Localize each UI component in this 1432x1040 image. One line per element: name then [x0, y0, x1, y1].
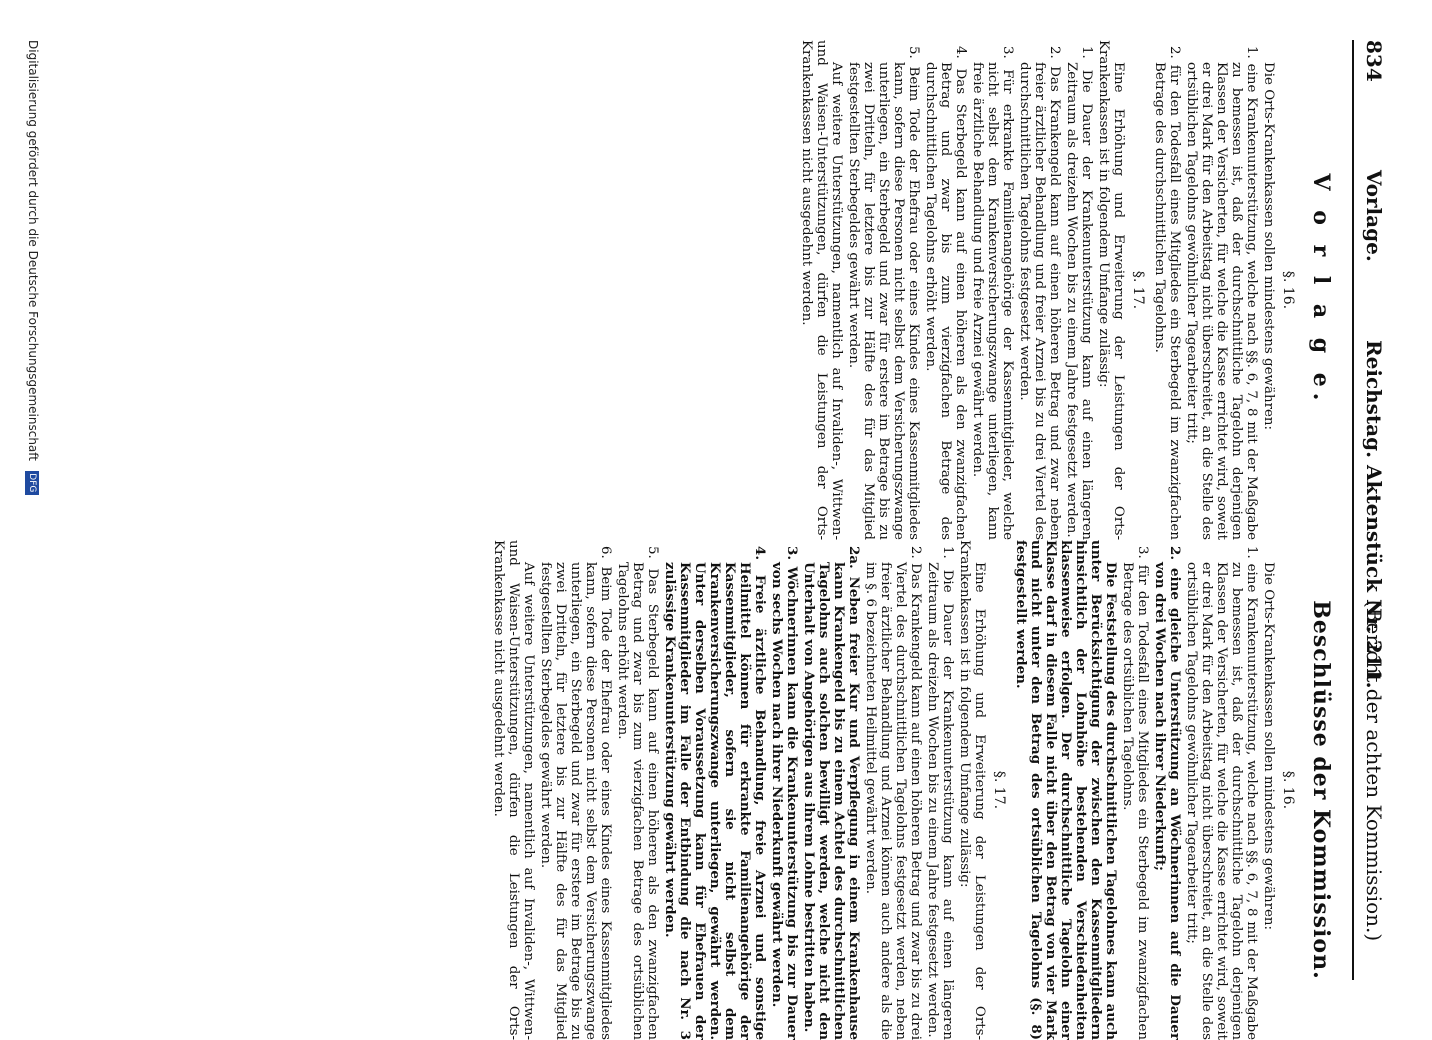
- section-17-heading: §. 17.: [991, 770, 1007, 810]
- paragraph: Eine Erhöhung und Erweiterung der Leistungen der Orts-Krankenkassen ist in folgendem Umfange zulässig:: [957, 540, 987, 1040]
- left-column: [797, 40, 1344, 540]
- paragraph: Die Orts-Krankenkassen sollen mindestens gewähren:: [1261, 62, 1276, 431]
- list-item: 1. eine Krankenunterstützung, welche nach §§. 6, 7, 8 mit der Maßgabe zu bemessen ist, daß der durchschnittliche Tagelohn derjenigen Klassen der Versicherten, für welche die Kasse errichtet wird, soweit er drei Mark für den Arbeitstag nicht überschreitet, an die Stelle des ortsüblichen Tagelohns gewöhnlicher Tagearbeiter tritt;: [1184, 46, 1259, 540]
- paragraph: Auf weitere Unterstützungen, namentlich auf Invaliden-, Wittwen- und Waisen-Unterstützungen, dürfen die Leistungen der Orts-Krankenkasse nicht ausgedehnt werden.: [491, 540, 536, 1040]
- paragraph: Auf weitere Unterstützungen, namentlich auf Invaliden-, Wittwen- und Waisen-Unterstützungen, dürfen die Leistungen der Orts-Krankenkassen nicht ausgedehnt werden.: [799, 40, 844, 540]
- section-17-heading: §. 17.: [1130, 270, 1146, 310]
- header-left-title: Vorlage.: [1362, 170, 1386, 262]
- dfg-logo-icon: DFG: [26, 471, 40, 495]
- list-item: 3. Wöchnerinnen kann die Krankenunterstützung bis zur Dauer von sechs Wochen nach ihrer Niederkunft gewährt werden.: [769, 546, 800, 1040]
- list-item: 1. Die Dauer der Krankenunterstützung kann auf einen längeren Zeitraum als dreizehn Wochen bis zu einem Jahre festgesetzt werden.: [1064, 46, 1094, 540]
- header-right-note: (Bericht der achten Kommission.): [1362, 600, 1386, 942]
- list-item: 5. Beim Tode der Ehefrau oder eines Kindes eines Kassenmitgliedes kann, sofern diese Personen nicht selbst dem Versicherungszwange unterliegen, ein Sterbegeld und zwar für erstere im Betrage bis zu zwei Dritteln, für letztere bis zur Hälfte des für das Mitglied festgestellten Sterbegeldes gewährt werden.: [846, 46, 921, 540]
- list-item: 2a. Neben freier Kur und Verpflegung in einem Krankenhause kann Krankengeld bis zu einem Achtel des durchschnittlichen Tagelohns auch solchen bewilligt werden, welche nicht den Unterhalt von Angehörigen aus ihrem Lohne bestritten haben.: [801, 546, 862, 1040]
- list-item: 4. Freie ärztliche Behandlung, freie Arznei und sonstige Heilmittel können für erkrankte Familienangehörige der Kassenmitglieder, sofern sie nicht selbst dem Krankenversicherungszwange unterliegen, gewährt werden. Unter derselben Voraussetzung kann für Ehefrauen der Kassenmitglieder im Falle der Entbindung die nach Nr. 3 zulässige Krankenunterstützung gewährt werden.: [662, 546, 768, 1040]
- list-item: 2. für den Todesfall eines Mitgliedes ein Sterbegeld im zwanzigfachen Betrage des durchschnittlichen Tagelohns.: [1152, 46, 1182, 540]
- header-rule: [1352, 40, 1354, 980]
- right-column-title: Beschlüsse der Kommission.: [1308, 600, 1334, 980]
- digitization-footer: [26, 40, 41, 495]
- list-item: 6. Beim Tode der Ehefrau oder eines Kindes eines Kassenmitgliedes kann, sofern diese Personen nicht selbst dem Versicherungszwange unterliegen, ein Sterbegeld und zwar für erstere im Betrage bis zu zwei Dritteln, für letztere bis zur Hälfte des für das Mitglied festgestellten Sterbegeldes gewährt werden.: [538, 546, 613, 1040]
- paragraph: Die Feststellung des durchschnittlichen Tagelohnes kann auch unter Berücksichtigung der zwischen den Kassenmitgliedern hinsichtlich der Lohnhöhe bestehenden Verschiedenheiten klassenweise erfolgen. Der durchschnittliche Tagelohn einer Klasse darf in diesem Falle nicht über den Betrag von vier Mark und nicht unter den Betrag des ortsüblichen Tagelohns (§. 8) festgestellt werden.: [1013, 540, 1119, 1040]
- section-16-heading: §. 16.: [1280, 770, 1296, 810]
- list-item: 5. Das Sterbegeld kann auf einen höheren als den zwanzigfachen Betrag und zwar bis zum vierzigfachen Betrage des ortsüblichen Tagelohns erhöht werden.: [615, 546, 660, 1040]
- page-number: 834: [1362, 40, 1386, 82]
- list-item: 4. Das Sterbegeld kann auf einen höheren als den zwanzigfachen Betrag und zwar bis zum vierzigfachen Betrage des durchschnittlichen Tagelohns erhöht werden.: [923, 46, 968, 540]
- footer-text: Digitalisierung gefördert durch die Deutsche Forschungsgemeinschaft: [26, 40, 40, 462]
- list-item: 2. eine gleiche Unterstützung an Wöchnerinnen auf die Dauer von drei Wochen nach ihrer Niederkunft;: [1152, 546, 1183, 1040]
- right-column: [489, 540, 1344, 1040]
- left-column-title: V o r l a g e.: [1308, 173, 1334, 407]
- list-item: 3. Für erkrankte Familienangehörige der Kassenmitglieder, welche nicht selbst dem Krankenversicherungszwange unterliegen, kann freie ärztliche Behandlung und freie Arznei gewährt werden.: [970, 46, 1015, 540]
- list-item: 3. für den Todesfall eines Mitgliedes ein Sterbegeld im zwanzigfachen Betrage des ortsüblichen Tagelohns.: [1120, 546, 1150, 1040]
- header-center-title: Reichstag. Aktenstück Nr. 211.: [1362, 340, 1386, 689]
- paragraph: Eine Erhöhung und Erweiterung der Leistungen der Orts-Krankenkassen ist in folgendem Umfange zulässig:: [1096, 40, 1126, 540]
- list-item: 1. Die Dauer der Krankenunterstützung kann auf einen längeren Zeitraum als dreizehn Wochen bis zu einem Jahre festgesetzt werden.: [925, 546, 955, 1040]
- section-16-heading: §. 16.: [1280, 270, 1296, 310]
- paragraph: Die Orts-Krankenkassen sollen mindestens gewähren:: [1261, 562, 1276, 931]
- list-item: 1. eine Krankenunterstützung, welche nach §§. 6, 7, 8 mit der Maßgabe zu bemessen ist, daß der durchschnittliche Tagelohn derjenigen Klassen der Versicherten, für welche die Kasse errichtet wird, soweit er drei Mark für den Arbeitstag nicht überschreitet, an die Stelle des ortsüblichen Tagelohns gewöhnlicher Tagearbeiter tritt;: [1184, 546, 1259, 1040]
- list-item: 2. Das Krankengeld kann auf einen höheren Betrag und zwar bis zu drei Viertel des durchschnittlichen Tagelohns festgesetzt werden, neben freier ärztlicher Behandlung und Arznei können auch andere als die im §. 6 bezeichneten Heilmittel gewährt werden.: [863, 546, 923, 1040]
- list-item: 2. Das Krankengeld kann auf einen höheren Betrag und zwar neben freier ärztlicher Behandlung und freier Arznei bis zu drei Viertel des durchschnittlichen Tagelohns festgesetzt werden.: [1017, 46, 1062, 540]
